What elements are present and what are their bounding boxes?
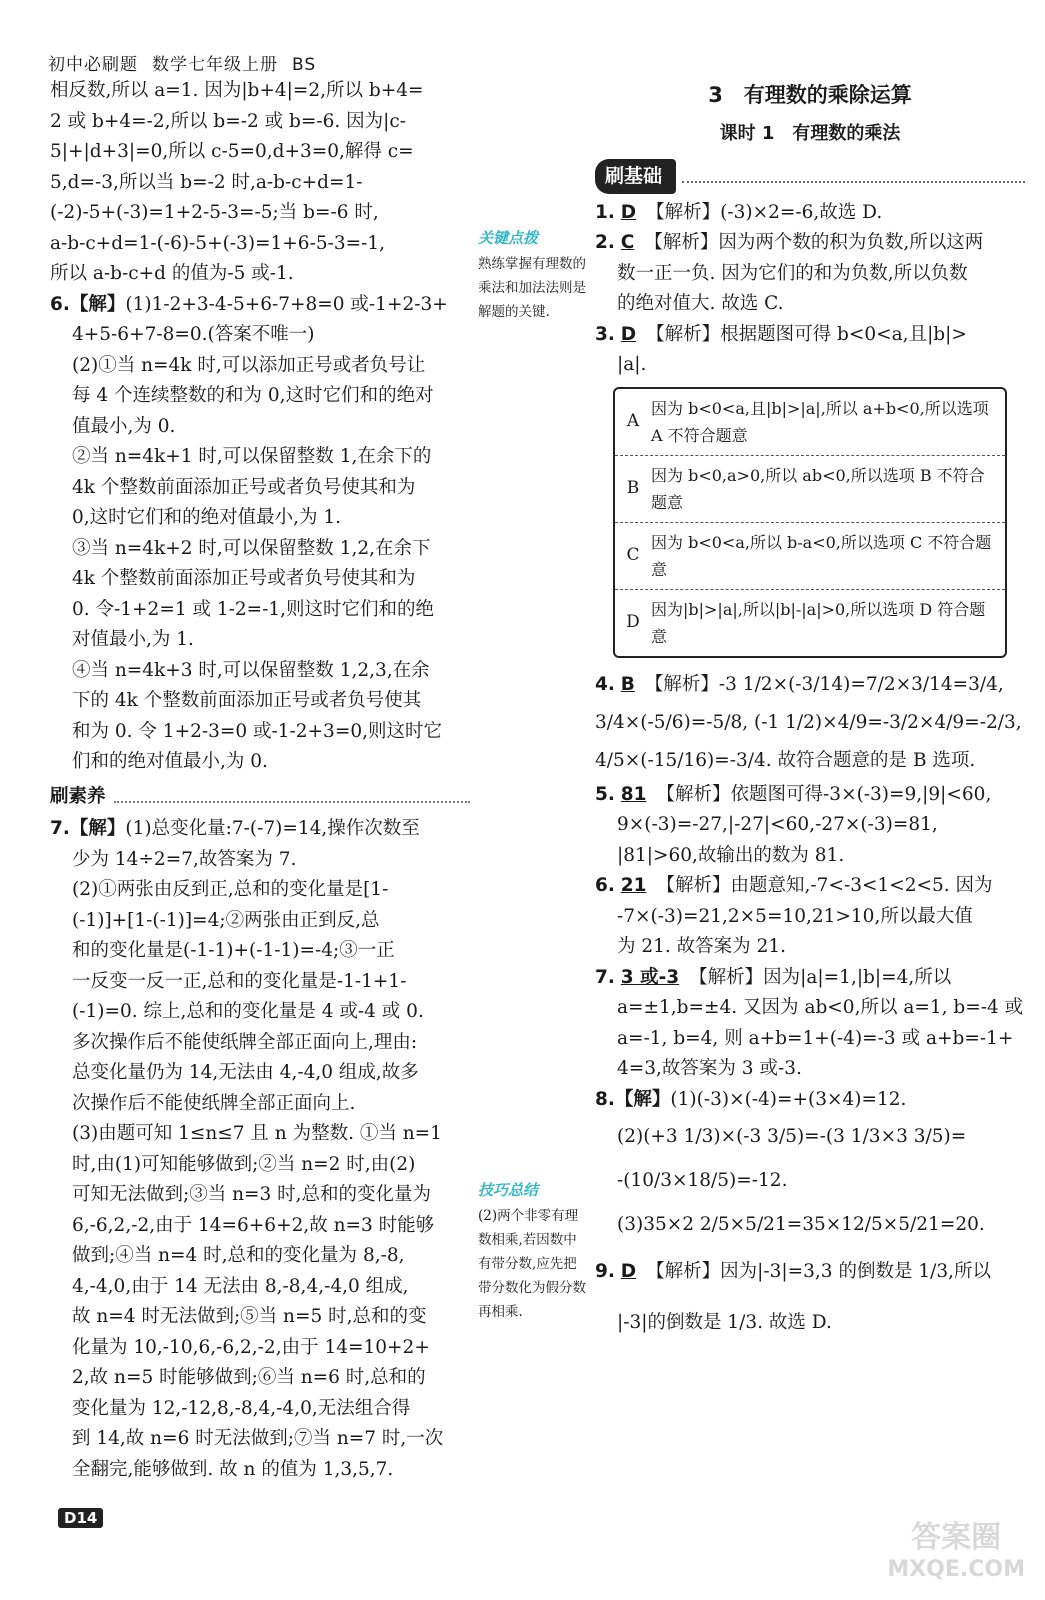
left-column bbox=[50, 76, 470, 1485]
watermark-logo bbox=[887, 1522, 1025, 1586]
text-line: ②当 n=4k+1 时,可以保留整数 1,在余下的 bbox=[72, 446, 432, 467]
question-number: 7.【解】 bbox=[50, 818, 126, 839]
question-7 bbox=[50, 814, 470, 845]
text-line: 可知无法做到;③当 n=3 时,总和的变化量为 bbox=[72, 1184, 432, 1205]
text-line: 到 14,故 n=6 时无法做到;⑦当 n=7 时,一次 bbox=[72, 1428, 444, 1449]
answer-3 bbox=[595, 320, 1025, 351]
technique-note bbox=[478, 1178, 588, 1324]
header-series: 初中必刷题 bbox=[48, 55, 138, 75]
option-table bbox=[613, 387, 1007, 658]
text-line: 【解析】-3 1/2×(-3/14)=7/2×3/14=3/4, 3/4×(-5/6)=-5/8, (-1 1/2)×4/9=-3/2×4/9=-2/3, 4/5×(-15/16)=-3/4. 故符合题意的是 B 选项. bbox=[595, 673, 1022, 771]
text-line: 多次操作后不能使纸牌全部正面向上,理由: bbox=[72, 1031, 418, 1053]
badge-label: 刷基础 bbox=[595, 159, 676, 194]
text-line: (2)①当 n=4k 时,可以添加正号或者负号让 bbox=[72, 354, 426, 376]
question-number: 2. bbox=[595, 232, 615, 253]
text-line: 下的 4k 个整数前面添加正号或者负号使其 bbox=[72, 690, 422, 711]
lesson-title: 课时 1 有理数的乘法 bbox=[719, 122, 901, 144]
text-line: 【解析】依题图可得-3×(-3)=9,|9|<60, bbox=[656, 783, 992, 805]
right-column bbox=[595, 80, 1025, 1338]
text-line: (-2)-5+(-3)=1+2-5-3=-5;当 b=-6 时, bbox=[50, 202, 379, 223]
section-title: 刷素养 bbox=[50, 785, 106, 807]
table-row bbox=[615, 523, 1005, 590]
option-key: D bbox=[626, 612, 640, 633]
answer-5 bbox=[595, 780, 1025, 811]
answer-8 bbox=[595, 1085, 1025, 1116]
text-line: 变化量为 12,-12,8,-8,4,-4,0,无法组合得 bbox=[72, 1397, 411, 1419]
text-line: 少为 14÷2=7,故答案为 7. bbox=[72, 848, 297, 870]
text-line: (2)(+3 1/3)×(-3 3/5)=-(3 1/3×3 3/5)= bbox=[617, 1126, 967, 1147]
text-line: 一反变一反一正,总和的变化量是-1-1+1- bbox=[72, 970, 407, 992]
text-line: 值最小,为 0. bbox=[72, 415, 176, 437]
text-line: 0. 令-1+2=1 或 1-2=-1,则这时它们和的绝 bbox=[72, 598, 435, 620]
text-line: a-b-c+d=1-(-6)-5+(-3)=1+6-5-3=-1, bbox=[50, 232, 386, 254]
question-number: 3. bbox=[595, 323, 615, 345]
option-key: C bbox=[626, 545, 640, 566]
question-number: 7. bbox=[595, 966, 615, 988]
answer-key: 81 bbox=[620, 783, 647, 805]
text-line: 和的变化量是(-1-1)+(-1-1)=-4;③一正 bbox=[72, 940, 395, 961]
text-line: 9×(-3)=-27,|-27|<60,-27×(-3)=81, bbox=[617, 814, 938, 835]
text-line: a=-1, b=4, 则 a+b=1+(-4)=-3 或 a+b=-1+ bbox=[617, 1027, 1014, 1049]
text-line: 4k 个整数前面添加正号或者负号使其和为 bbox=[72, 568, 416, 589]
text-line: 相反数,所以 a=1. 因为|b+4|=2,所以 b+4= bbox=[50, 80, 424, 101]
question-number: 6.【解】 bbox=[50, 293, 126, 315]
answer-6 bbox=[595, 871, 1025, 902]
text-line: (1)总变化量:7-(-7)=14,操作次数至 bbox=[125, 818, 420, 839]
text-line: 为 21. 故答案为 21. bbox=[617, 936, 786, 957]
section-heading bbox=[50, 782, 470, 813]
text-line: 们和的绝对值最小,为 0. bbox=[72, 751, 268, 772]
text-line: |81|>60,故输出的数为 81. bbox=[617, 844, 845, 866]
text-line: 化量为 10,-10,6,-6,2,-2,由于 14=10+2+ bbox=[72, 1336, 430, 1358]
option-key: A bbox=[626, 411, 640, 432]
answer-1 bbox=[595, 198, 1025, 229]
text-line: (1)1-2+3-4-5+6-7+8=0 或-1+2-3+ bbox=[125, 293, 448, 315]
text-line: 所以 a-b-c+d 的值为-5 或-1. bbox=[50, 263, 294, 284]
text-line: -7×(-3)=21,2×5=10,21>10,所以最大值 bbox=[617, 905, 973, 927]
text-line: (3)由题可知 1≤n≤7 且 n 为整数. ①当 n=1 bbox=[72, 1123, 442, 1144]
text-line: (2)①两张由反到正,总和的变化量是[1- bbox=[72, 879, 389, 900]
question-6 bbox=[50, 290, 470, 321]
text-line: ③当 n=4k+2 时,可以保留整数 1,2,在余下 bbox=[72, 537, 431, 559]
text-line: 【解析】因为|-3|=3,3 的倒数是 1/3,所以 bbox=[646, 1261, 991, 1282]
table-row bbox=[615, 456, 1005, 523]
key-tip-text: 熟练掌握有理数的乘法和加法法则是解题的关键. bbox=[478, 256, 586, 320]
answer-key: 21 bbox=[620, 875, 647, 896]
header-edition: BS bbox=[292, 55, 317, 75]
option-text: 因为|b|>|a|,所以|b|-|a|>0,所以选项 D 符合题意 bbox=[651, 599, 986, 646]
answer-key: D bbox=[620, 323, 637, 345]
text-line: 次操作后不能使纸牌全部正面向上. bbox=[72, 1092, 356, 1114]
text-line: a=±1,b=±4. 又因为 ab<0,所以 a=1, b=-4 或 bbox=[617, 997, 1024, 1018]
text-line: 【解析】因为|a|=1,|b|=4,所以 bbox=[689, 966, 952, 988]
table-row bbox=[615, 590, 1005, 656]
text-line: 4=3,故答案为 3 或-3. bbox=[617, 1058, 802, 1079]
text-line: 【解析】根据题图可得 b<0<a,且|b|> bbox=[646, 323, 967, 345]
answer-4 bbox=[595, 666, 1025, 780]
header-book: 数学七年级上册 bbox=[152, 55, 278, 75]
text-line: 数一正一负. 因为它们的和为负数,所以负数 bbox=[617, 262, 968, 284]
text-line: 时,由(1)可知能够做到;②当 n=2 时,由(2) bbox=[72, 1153, 416, 1175]
text-line: 对值最小,为 1. bbox=[72, 629, 194, 650]
text-line: (-1)=0. 综上,总和的变化量是 4 或-4 或 0. bbox=[72, 1001, 424, 1022]
question-number: 1. bbox=[595, 201, 615, 223]
answer-9 bbox=[595, 1257, 1025, 1288]
option-key: B bbox=[626, 478, 640, 499]
text-line: 6,-6,2,-2,由于 14=6+6+2,故 n=3 时能够 bbox=[72, 1214, 435, 1236]
basics-badge bbox=[595, 159, 1025, 194]
text-line: (3)35×2 2/5×5/21=35×12/5×5/21=20. bbox=[617, 1214, 985, 1235]
text-line: |a|. bbox=[617, 354, 647, 375]
text-line: (1)(-3)×(-4)=+(3×4)=12. bbox=[670, 1088, 907, 1110]
technique-title: 技巧总结 bbox=[478, 1181, 539, 1199]
text-line: 每 4 个连续整数的和为 0,这时它们和的绝对 bbox=[72, 385, 434, 406]
answer-key: D bbox=[620, 1261, 637, 1282]
answer-key: B bbox=[620, 673, 635, 695]
answer-2 bbox=[595, 228, 1025, 259]
text-line: 故 n=4 时无法做到;⑤当 n=5 时,总和的变 bbox=[72, 1306, 427, 1327]
watermark-text: 答案圈 bbox=[911, 1520, 1002, 1555]
option-text: 因为 b<0,a>0,所以 ab<0,所以选项 B 不符合题意 bbox=[651, 465, 985, 512]
text-line: 0,这时它们和的绝对值最小,为 1. bbox=[72, 507, 342, 528]
text-line: 2 或 b+4=-2,所以 b=-2 或 b=-6. 因为|c- bbox=[50, 110, 407, 132]
answer-key: C bbox=[620, 232, 635, 253]
answer-key: 3 或-3 bbox=[620, 966, 680, 988]
text-line: (-1)]+[1-(-1)]=4;②两张由正到反,总 bbox=[72, 909, 380, 931]
answer-7 bbox=[595, 963, 1025, 994]
question-number: 4. bbox=[595, 673, 615, 695]
text-line: 5,d=-3,所以当 b=-2 时,a-b-c+d=1- bbox=[50, 171, 363, 193]
text-line: 和为 0. 令 1+2-3=0 或-1-2+3=0,则这时它 bbox=[72, 720, 442, 742]
page-number: D14 bbox=[58, 1508, 103, 1528]
answer-key: D bbox=[620, 201, 637, 223]
text-line: 5|+|d+3|=0,所以 c-5=0,d+3=0,解得 c= bbox=[50, 141, 414, 162]
text-line: |-3|的倒数是 1/3. 故选 D. bbox=[617, 1311, 832, 1333]
text-line: 的绝对值大. 故选 C. bbox=[617, 293, 784, 314]
text-line: 【解析】(-3)×2=-6,故选 D. bbox=[646, 201, 883, 223]
question-number: 6. bbox=[595, 875, 615, 896]
page-header bbox=[48, 50, 330, 75]
key-tip-note bbox=[478, 226, 588, 324]
text-line: -(10/3×18/5)=-12. bbox=[617, 1170, 788, 1191]
section-title: 3 有理数的乘除运算 bbox=[708, 83, 912, 107]
question-number: 5. bbox=[595, 783, 615, 805]
text-line: 【解析】因为两个数的积为负数,所以这两 bbox=[644, 232, 984, 253]
watermark-url: MXQE.COM bbox=[887, 1557, 1025, 1582]
text-line: 4,-4,0,由于 14 无法由 8,-8,4,-4,0 组成, bbox=[72, 1275, 409, 1297]
text-line: 4+5-6+7-8=0.(答案不唯一) bbox=[72, 324, 315, 345]
table-row bbox=[615, 389, 1005, 456]
text-line: 【解析】由题意知,-7<-3<1<2<5. 因为 bbox=[656, 875, 993, 896]
text-line: 做到;④当 n=4 时,总和的变化量为 8,-8, bbox=[72, 1245, 405, 1266]
question-number: 8.【解】 bbox=[595, 1088, 671, 1110]
option-text: 因为 b<0<a,所以 b-a<0,所以选项 C 不符合题意 bbox=[651, 532, 992, 579]
text-line: ④当 n=4k+3 时,可以保留整数 1,2,3,在余 bbox=[72, 659, 430, 681]
divider bbox=[682, 169, 1025, 183]
option-text: 因为 b<0<a,且|b|>|a|,所以 a+b<0,所以选项 A 不符合题意 bbox=[651, 398, 989, 445]
technique-text: (2)两个非零有理数相乘,若因数中有带分数,应先把带分数化为假分数再相乘. bbox=[478, 1208, 586, 1320]
text-line: 全翻完,能够做到. 故 n 的值为 1,3,5,7. bbox=[72, 1458, 394, 1480]
divider bbox=[114, 791, 470, 803]
key-tip-title: 关键点拨 bbox=[478, 229, 539, 247]
text-line: 2,故 n=5 时能够做到;⑥当 n=6 时,总和的 bbox=[72, 1367, 426, 1388]
text-line: 总变化量仍为 14,无法由 4,-4,0 组成,故多 bbox=[72, 1062, 419, 1083]
question-number: 9. bbox=[595, 1261, 615, 1282]
text-line: 4k 个整数前面添加正号或者负号使其和为 bbox=[72, 476, 416, 498]
